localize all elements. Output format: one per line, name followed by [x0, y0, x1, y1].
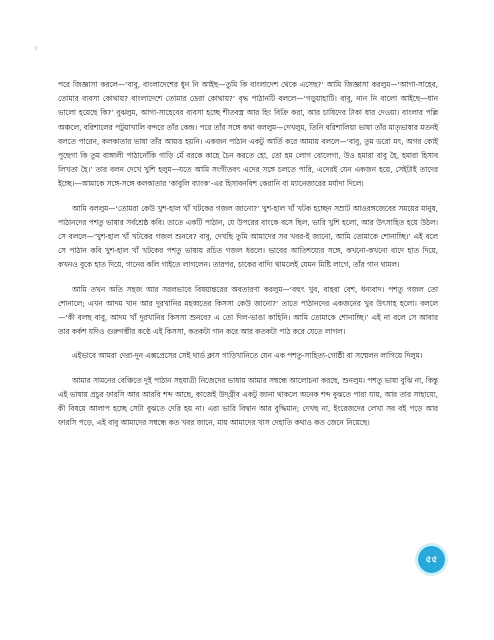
paragraph-3: আমি তখন অতি সহজ আর সরলভাবে বিষয়ান্তরের অবতারণা করলুম—‘বহুৎ খুব, বাহবা বেশ, ধন্যবাদ। পশতু গজল তো শোনালে; এখন আদম খান আর দুরখানির মহব্বতের কিসসা কেউ জানো?’ তাতে পাঠানদের একজনের খুব উৎসাহ হলো। বললে—‘কী বলছ বাবু, আদম খাঁ দুরখানির কিসসা শুনবে? এ তো দিল-ভাঙা কাহিনি। আমি তোমাকে শোনাচ্ছি।’ এই না বলে সে আবার তার কর্কশ যদিও গুরুগম্ভীর কণ্ঠে এই কিসসা, কতকটা গান করে আর কতকটা পাঠ করে যেতে লাগল। [58, 284, 438, 337]
page-corner-mark: ৫ [34, 44, 39, 52]
paragraph-2: আমি বললুম—‘তোমরা কেউ খুশ-হাল খাঁ খটকের গজল জানো?’ খুশ-হাল খাঁ খটক হচ্ছেন সম্রাট আওরঙ্গজেবের সময়ের মানুষ, পাঠানদের পশতু ভাষার সর্বশ্রেষ্ঠ কবি। তাতে একটি পাঠান, যে উপরের বাংকে বসে ছিল, ভারি খুশি হলো, আর উৎসাহিত হয়ে উঠল। সে বললে—‘খুশ-হাল খাঁ খটকের গজল শুনবে? বাবু, দেখছি তুমি আমাদের সব খবর-ই জানো, আমি তোমাকে শোনাচ্ছি।’ এই বলে সে পাঠান কবি খুশ-হাল খাঁ খটকের পশতু ভাষায় রচিত গজল ধরলে। ভাবের আতিশয্যের সঙ্গে, কখনো-কখনো বাদে হাত দিয়ে, কখনও বুকে হাত দিয়ে, গানের কলি গাইতে লাগলেন। তারপর, চাকের বাদ্যি থামলেই যেমন মিষ্টি লাগে, তাঁর গান থামল। [58, 203, 438, 270]
paragraph-5: আমার সামনের বেঞ্চিতে দুই পাঠান সহযাত্রী নিজেদের ভাষায় আমার সম্বন্ধে আলোচনা করছে, শুনলুম। পশতু ভাষা বুঝি না, কিন্তু এই ভাষায় প্রচুর ফারসি আর আরবি শব্দ আছে, কাজেই উদ্গ্রীব একটু জানা থাকলে অনেক শব্দ বুঝতে পারা যায়, আর তার সাহায্যে, কী বিষয়ে আলাপ হচ্ছে সেটা বুঝতে দেরি হয় না। এরা ভারি বিদ্বান আর বুদ্ধিমান; দেখছ না, ইংরেজদের লেখা সব বই পড়ে আর ফারসি পড়ে, এই বাবু আমাদের সম্বন্ধে কত খবর জানে, মায় আমাদের খাস দেহাতি কথাও কত জেনে নিয়েছে। [58, 375, 438, 428]
paragraph-4: এইভাবে আমরা দেরা-দুন এক্সপ্রেসের সেই থার্ড ক্লাস গাড়িখানিতে যেন এক পশতু-সাহিত্য-গোষ্ঠী বা সম্মেলন লাগিয়ে দিলুম। [72, 351, 423, 361]
body-text [58, 78, 438, 440]
paragraph-1: পরে জিজ্ঞাসা করলে—‘বাবু, বাংলাদেশের ধুন নি আইছ—তুমি কি বাংলাদেশ থেকে এসেছ?’ আমি জিজ্ঞাসা করলুম—‘আগা-সাহেব, তোমার ব্যবসা কোথায়? বাংলাদেশে তোমার ডেরা কোথায়?’ বৃদ্ধ পাঠানটি বললে—‘গড়ুয়াহাটি। বাবু, নান নি বালো আইছে—ধান ভালো হয়েছে কি?’ বুঝলুম, আগা-সাহেবের ব্যবসা হচ্ছে শীতবস্ত্র আর হিং বিক্রি করা, আর চাষিদের টাকা ধার দেওয়া। বাংলার পল্লি অঞ্চলে, বরিশালের পটুয়াখালি বন্দরে তাঁর কেন্দ্র। পরে তাঁর সঙ্গে কথা বললুম—দেখলুম, তিনি বরিশালিয়া ভাষা তাঁর মাতৃভাষার মতনই বলতে পারেন, কলকাতার ভাষা তাঁর আয়ত্ত হয়নি। একজন পাঠান একটু আর্তি করে আমায় বললে—‘বাবু, তুম ডরো মৎ, অগর কোই পুছেগা কি তুম বাঙ্গালী পাঠানোঁকি গাড়ি মেঁ বরকে কাহে চৈন করতে হো, তো হম লোগ বোলেগা, উও হমারা বাবু হৈ, হমারা হিসাব লিখতা হৈ।’ তার বলন দেখে খুশি হলুম—যতে আমি সংগীতবৎ এদের সঙ্গে চলতে পারি, এদেরই যেন একজন হয়ে, সেইটাই তাদের ইচ্ছে।—আমাকে সঙ্গে-সঙ্গে কলকাতার ‘কাবুলি ব্যাংক’-এর হিসাবনবিশ কেরানি বা ম্যানেজারের মর্যাদা দিলে। [58, 80, 438, 189]
page-number-badge: ৫৫ [418, 546, 445, 573]
